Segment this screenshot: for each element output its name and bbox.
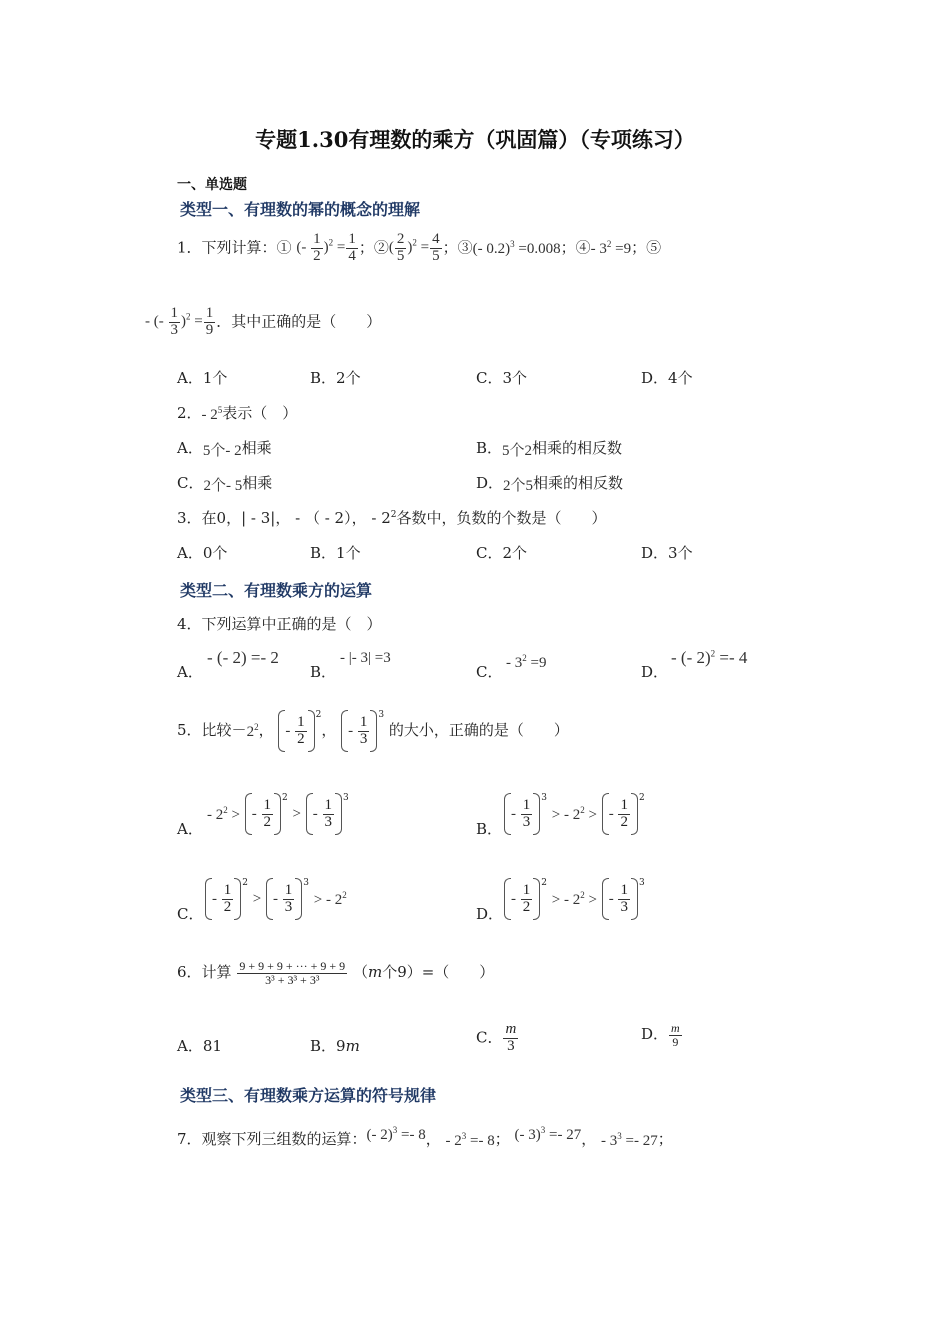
option-math: 2个5 <box>503 477 534 494</box>
question-tail: ．其中正确的是（ ） <box>216 312 382 331</box>
expr-minus-2-pow-5 <box>202 405 223 424</box>
expr-base: - 2 <box>201 406 218 423</box>
expr-neg-half-squared: - $\frac{1}{2}$ $^2$ <box>278 710 321 752</box>
expr-b: - $2^3 =- 8$ <box>445 1130 495 1149</box>
question-tail: 的大小，正确的是（ ） <box>388 721 569 739</box>
variable-m: m <box>367 963 383 982</box>
option-math: 5个- 2 <box>202 442 242 459</box>
option-label: C． <box>177 474 204 492</box>
expr-5: - (- $\frac{1}{3}$ )$^2$ = $\frac{1}{9}$ <box>145 305 214 338</box>
q1-option-d[interactable]: D．4个 <box>641 369 693 387</box>
question-text: 表示（ ） <box>222 404 298 422</box>
question-4: 4．下列运算中正确的是（ ） <box>177 615 382 633</box>
type-heading-1: 类型一、有理数的幂的概念的理解 <box>180 200 421 219</box>
question-1-continued <box>145 306 381 339</box>
q2-option-b[interactable] <box>476 437 622 460</box>
q6-numerator: 9 + 9 + 9 + ··· + 9 + 9 <box>239 959 346 973</box>
expr-3: (- 0.2)$^3$ =0.008 <box>472 238 561 257</box>
q6-fraction <box>237 960 347 986</box>
option-label: B． <box>476 439 503 457</box>
expr-exponent: 5 <box>217 404 223 415</box>
question-6: 6．计算 $\frac{9 + 9 + 9 + \cdot\cdot\cdot + 9 + 9}{\text{3³ + 3³ + 3³}}$ （m个9）=（ ） <box>177 959 495 987</box>
q5-option-a-label[interactable]: A． <box>177 820 203 838</box>
q3-option-b[interactable]: B．1个 <box>310 544 361 562</box>
variable-m: m <box>671 1021 680 1035</box>
option-math: 2个- 5 <box>203 477 243 494</box>
question-text: 下列计算： <box>201 238 277 257</box>
question-3 <box>177 507 607 528</box>
circled-4: ④ <box>575 238 591 257</box>
question-7: 7．观察下列三组数的运算：(- 2)$^3$ =- 8， - $2^3 =- 8$； (- 3)$^3$ =- 27， - $3^3 =- 27$； <box>177 1124 673 1149</box>
question-number: 6． <box>177 963 202 982</box>
question-5: 5．比较$-2^2$， - $\frac{1}{2}$ $^2$ ， - $\frac{1}{3}$ $^3$ 的大小，正确的是（ ） <box>177 710 569 752</box>
q6-option-d[interactable] <box>641 1022 683 1048</box>
q5-option-a-math: - $2^2$ > - $\frac{1}{2}$ $^2$ > - $\frac{1}{3}$ $^3$ <box>207 793 349 835</box>
q3-option-a[interactable]: A．0个 <box>177 544 228 562</box>
q2-option-d[interactable] <box>476 472 623 495</box>
q1-option-b[interactable]: B．2个 <box>310 369 361 387</box>
q4-option-b-label[interactable]: B． <box>310 663 337 681</box>
q4-option-a-label[interactable]: A． <box>177 663 203 681</box>
page-title: 专题1.30有理数的乘方（巩固篇）（专项练习） <box>255 127 695 152</box>
option-text: 相乘 <box>241 439 272 457</box>
q5-option-c-label[interactable]: C． <box>177 905 204 923</box>
option-label: D． <box>476 474 504 492</box>
question-number: 2． <box>177 404 202 422</box>
q4-option-d-math: - (- 2)$^2$ =- 4 <box>671 648 748 667</box>
expr-2-pow-2: $2^2$ <box>246 721 259 740</box>
exponent: 2 <box>390 510 397 520</box>
q6-option-b[interactable] <box>310 1035 360 1056</box>
option-text: 相乘的相反数 <box>532 439 623 457</box>
q4-option-a-math: - (- 2) =- 2 <box>207 648 279 667</box>
circled-5: ⑤ <box>646 238 662 257</box>
q4-option-c-math: - $3^2 =9$ <box>506 653 547 671</box>
q6-denominator: 3³ + 3³ + 3³ <box>265 972 320 987</box>
variable-m: m <box>345 1037 360 1055</box>
q6-option-c[interactable] <box>476 1022 519 1055</box>
option-text: 相乘 <box>242 474 273 492</box>
question-number: 5． <box>177 721 202 739</box>
expr-4: - $3^2 =9$ <box>590 238 632 257</box>
q1-option-a[interactable]: A．1个 <box>177 369 228 387</box>
m-over-9: $\frac{m}{9}$ <box>671 1021 680 1049</box>
circled-3: ③ <box>457 238 473 257</box>
q4-option-c-label[interactable]: C． <box>476 663 503 681</box>
expr-c: (- 3)$^3$ =- 27 <box>514 1124 582 1143</box>
option-label: A． <box>177 439 203 457</box>
expr-d: - $3^3 =- 27$ <box>601 1130 658 1149</box>
q2-option-a[interactable] <box>177 437 272 460</box>
question-2 <box>177 402 297 424</box>
q1-option-c[interactable]: C．3个 <box>476 369 528 387</box>
question-1: 1．下列计算：① (- $\frac{1}{2}$ )$^2$ = $\frac{1}{4}$ ；②( $\frac{2}{5}$ )$^2$ = $\frac{4}{5}$ ；③(- 0.2)$^3$ =0.008；④- $3^2 =9$；⑤ <box>177 231 662 264</box>
q5-option-d-math: - $\frac{1}{2}$ $^2$ > - $2^2$ > - $\frac{1}{3}$ $^3$ <box>504 878 645 920</box>
section-heading-single-choice: 一、单选题 <box>177 177 247 193</box>
q2-option-c[interactable] <box>177 472 272 495</box>
q4-option-b-math: - |- 3| =3 <box>340 650 391 666</box>
option-label: C． <box>476 1028 503 1047</box>
option-math: 5个2 <box>502 442 533 459</box>
question-text: 计算 <box>201 963 232 982</box>
expr-neg-third-cubed: - $\frac{1}{3}$ $^3$ <box>341 710 384 752</box>
q6-option-a[interactable]: A．81 <box>177 1037 222 1055</box>
circled-1: ① <box>276 238 292 257</box>
m-over-3: $\frac{m}{3}$ <box>505 1021 517 1054</box>
q3-option-c[interactable]: C．2个 <box>476 544 528 562</box>
type-heading-2: 类型二、有理数乘方的运算 <box>180 581 373 600</box>
expr-a: (- 2)$^3$ =- 8 <box>366 1124 426 1143</box>
q5-option-d-label[interactable]: D． <box>476 905 504 923</box>
question-text: 7．观察下列三组数的运算： <box>177 1130 367 1148</box>
expr-2: ( $\frac{2}{5}$ )$^2$ = $\frac{4}{5}$ <box>388 231 440 264</box>
q5-option-b-label[interactable]: B． <box>476 820 503 838</box>
circled-2: ② <box>373 238 389 257</box>
option-text: B．9 <box>310 1037 346 1055</box>
question-number: 1． <box>177 238 202 257</box>
type-heading-3: 类型三、有理数乘方运算的符号规律 <box>180 1086 437 1105</box>
question-tail: 个9）=（ ） <box>382 963 495 982</box>
variable-m: m <box>505 1021 517 1037</box>
option-text: 相乘的相反数 <box>533 474 624 492</box>
question-text: 3．在0，| - 3|， - （ - 2）， - 2 <box>177 509 391 527</box>
question-tail: 各数中，负数的个数是（ ） <box>396 509 607 527</box>
q3-option-d[interactable]: D．3个 <box>641 544 693 562</box>
q5-option-c-math: - $\frac{1}{2}$ $^2$ > - $\frac{1}{3}$ $^3$ > - $2^2$ <box>205 878 347 920</box>
question-text: 比较－ <box>201 721 247 739</box>
option-label: D． <box>641 1025 669 1044</box>
q5-option-b-math: - $\frac{1}{3}$ $^3$ > - $2^2$ > - $\frac{1}{2}$ $^2$ <box>504 793 645 835</box>
expr-1: (- $\frac{1}{2}$ )$^2$ = $\frac{1}{4}$ <box>296 231 356 264</box>
q4-option-d-label[interactable]: D． <box>641 663 669 681</box>
